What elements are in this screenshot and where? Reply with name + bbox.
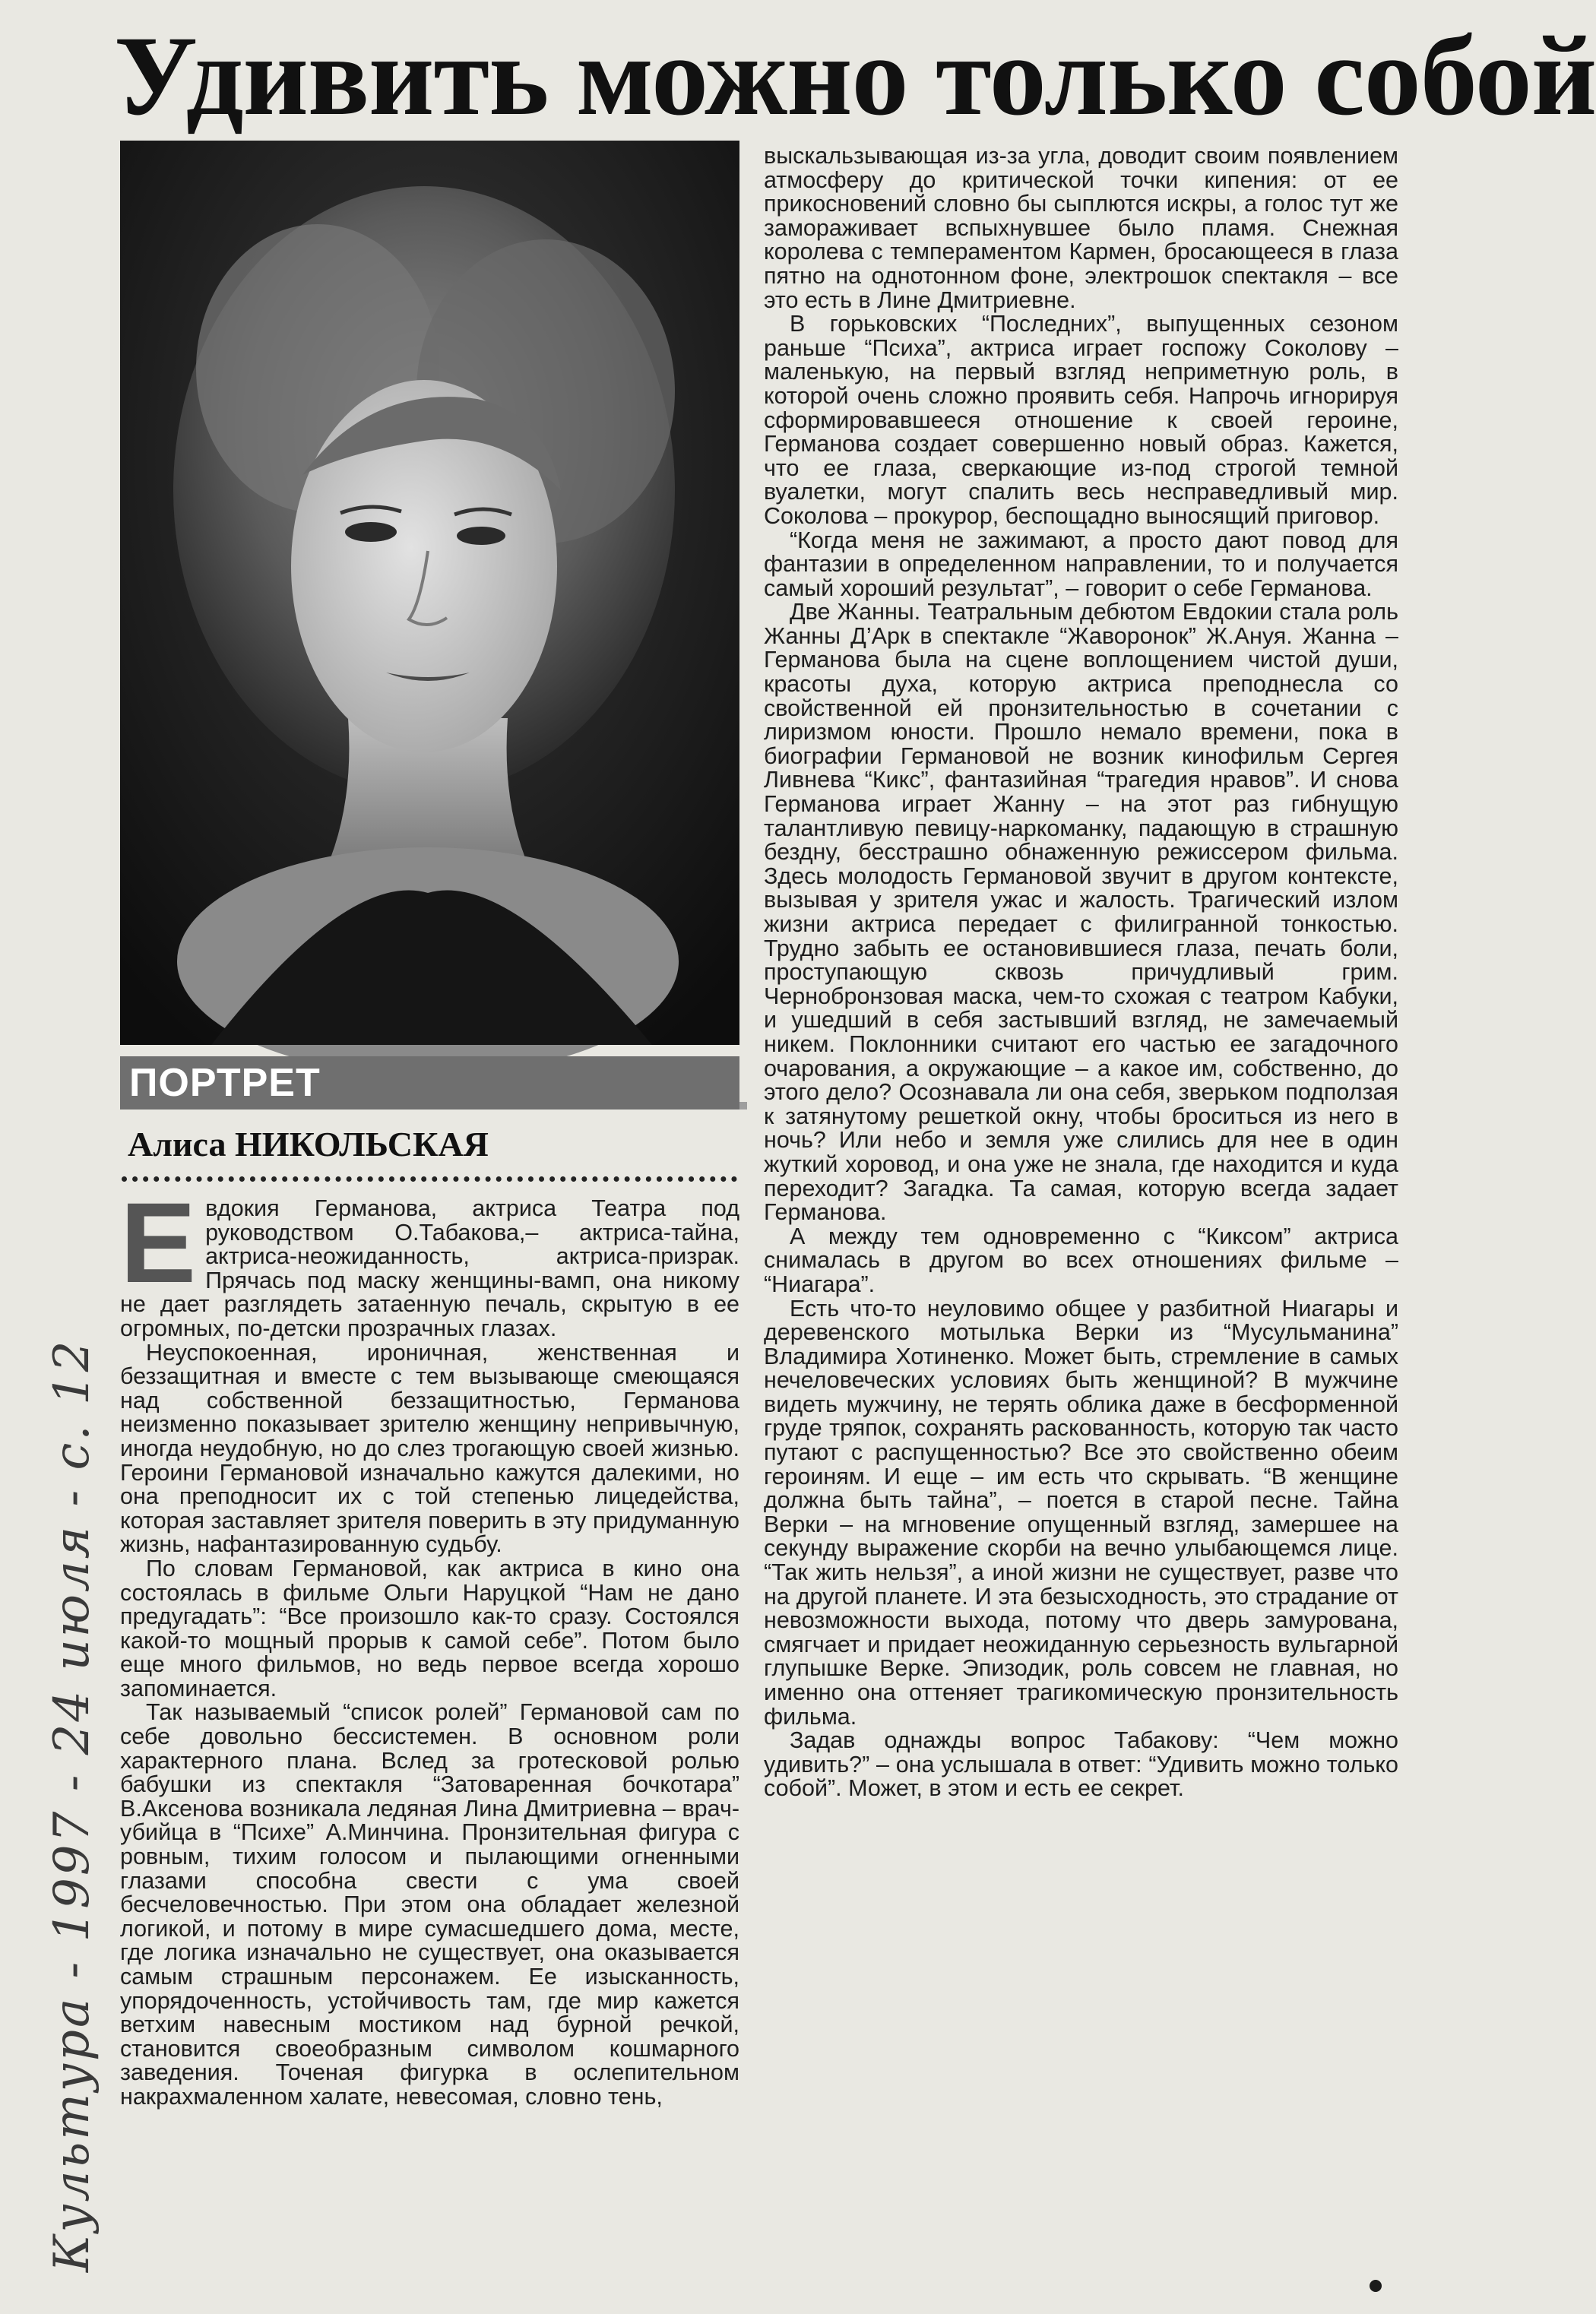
paragraph: А между тем одновременно с “Киксом” актриса снималась в другом во всех отношениях фильме – “Ниагара”. bbox=[764, 1223, 1398, 1297]
rubric-label: ПОРТРЕТ bbox=[129, 1061, 321, 1105]
end-mark bbox=[1370, 2280, 1382, 2292]
drop-cap: Е bbox=[120, 1179, 197, 1306]
paragraph: Так называемый “список ролей” Германовой сам по себе довольно бессистемен. В основном роли характерного плана. Вслед за гротесковой ролью бабушки из спектакля “Затоваренная бочкотара” В.Аксенова возникала ледяная Лина Дмитриевна – врач-убийца в “Психе” А.Минчина. Пронзительная фигура с ровным, тихим голосом и пылающими огненными глазами способна свести с ума своей бесчеловечностью. При этом она обладает железной логикой, и потому в мире сумасшедшего дома, месте, где логика изначально не существует, она оказывается самым страшным персонажем. Ее изысканность, упорядоченность, устойчивость там, где мир кажется ветхим навесным мостиком над бурной речкой, становится своеобразным символом кошмарного заведения. Точеная фигурка в ослепительном накрахмаленном халате, невесомая, словно тень, bbox=[120, 1699, 739, 2110]
headline: Удивить можно только собой bbox=[114, 13, 1596, 139]
dotted-divider bbox=[122, 1176, 737, 1182]
paragraph: “Когда меня не зажимают, а просто дают повод для фантазии в определенном направлении, то и получается самый хороший результат”, – говорит о себе Германова. bbox=[764, 527, 1398, 601]
paragraph: выскальзывающая из-за угла, доводит своим появлением атмосферу до критической точки кипения: от ее прикосновений словно бы сыплются искры, а голос тут же замораживает вспыхнувшее было пламя. Снежная королева с темпераментом Кармен, бросающееся в глаза пятно на однотонном фоне, электрошок спектакля – все это есть в Лине Дмитриевне. bbox=[764, 143, 1398, 313]
handwritten-note: Культура - 1997 - 24 июля - с. 12 bbox=[44, 1338, 100, 2272]
paragraph-text: вдокия Германова, актриса Театра под руководством О.Табакова,– актриса-тайна, актриса-неожиданность, актриса-призрак. Прячась под маску женщины-вамп, она никому не дает разглядеть затаенную печаль, скрытую в ее огромных, по-детски прозрачных глазах. bbox=[120, 1195, 739, 1341]
paragraph: По словам Германовой, как актриса в кино она состоялась в фильме Ольги Наруцкой “Нам не дано предугадать”: “Все произошло как-то сразу. Состоялся какой-то мощный прорыв к самой себе”. Потом было еще много фильмов, но ведь первое всегда хорошо запоминается. bbox=[120, 1555, 739, 1701]
right-column bbox=[764, 144, 1398, 2295]
left-column bbox=[120, 1179, 739, 2291]
paragraph: Задав однажды вопрос Табакову: “Чем можно удивить?” – она услышала в ответ: “Удивить можно только собой”. Может, в этом и есть ее секрет. bbox=[764, 1727, 1398, 1802]
portrait-photo bbox=[120, 141, 739, 1045]
byline: Алиса НИКОЛЬСКАЯ bbox=[128, 1125, 489, 1163]
paragraph bbox=[120, 1179, 739, 1341]
paragraph: Неуспокоенная, ироничная, женственная и беззащитная и вместе с тем вызывающе смеющаяся над собственной беззащитностью, Германова неизменно показывает зрителю женщину непривычную, иногда неудобную, но до слез трогающую своей жизнью. Героини Германовой изначально кажутся далекими, но она преподносит их с той степенью лицедейства, которая заставляет зрителя поверить в эту придуманную жизнь, нафантазированную судьбу. bbox=[120, 1339, 739, 1558]
rubric-bar bbox=[120, 1056, 739, 1110]
paragraph: Две Жанны. Театральным дебютом Евдокии стала роль Жанны Д’Арк в спектакле “Жаворонок” Ж.Ануя. Жанна – Германова была на сцене воплощением чистой души, красоты духа, которую актриса преподнесла со свойственной ей пронзительностью в сочетании с лиризмом юности. Прошло немало времени, пока в биографии Германовой не возник кинофильм Сергея Ливнева “Кикс”, фантазийная “трагедия нравов”. И снова Германова играет Жанну – на этот раз гибнущую талантливую певицу-наркоманку, падающую в страшную бездну, бесстрашно обнаженную режиссером фильма. Здесь молодость Германовой звучит в другом контексте, вызывая у зрителя ужас и жалость. Трагический излом жизни актриса передает с филигранной тонкостью. Трудно забыть ее остановившиеся глаза, печать боли, проступающую сквозь причудливый грим. Чернобронзовая маска, чем-то схожая с театром Кабуки, и ушедший в себя застывший взгляд, не замечаемый никем. Поклонники считают его частью ее загадочного очарования, а окружающие – а какое им, собственно, до этого дело? Осознавала ли она себя, зверьком подползая к затянутому решеткой окну, чтобы броситься из него в ночь? Или небо и земля уже слились для нее в один жуткий хоровод, и она уже не знала, где находится и куда переходит? Загадка. Та самая, которую всегда задает Германова. bbox=[764, 599, 1398, 1226]
paragraph: Есть что-то неуловимо общее у разбитной Ниагары и деревенского мотылька Верки из “Мусульманина” Владимира Хотиненко. Может быть, стремление в самых нечеловеческих условиях быть женщиной? В мужчине видеть мужчину, не терять облика даже в бесформенной груде тряпок, сохранять раскованность, которую так часто путают с распущенностью? Все это свойственно обеим героиням. И еще – им есть что скрывать. “В женщине должна быть тайна”, – поется в старой песне. Тайна Верки – на мгновение опущенный взгляд, замершее на секунду выражение скорби на вечно улыбающемся лице. “Так жить нельзя”, а иной жизни не существует, разве что на другой планете. И эта безысходность, это страдание от невозможности выхода, потому что дверь замурована, смягчает и придает неожиданную серьезность вульгарной глупышке Верке. Эпизодик, роль совсем не главная, но именно она оттеняет трагикомическую пронзительность фильма. bbox=[764, 1295, 1398, 1730]
paragraph: В горьковских “Последних”, выпущенных сезоном раньше “Психа”, актриса играет госпожу Соколову – маленькую, на первый взгляд неприметную роль, в которой очень сложно проявить себя. Напрочь игнорируя сформировавшееся отношение к своей героине, Германова создает совершенно новый образ. Кажется, что ее глаза, сверкающие из-под строгой темной вуалетки, могут спалить весь несправедливый мир. Соколова – прокурор, беспощадно выносящий приговор. bbox=[764, 311, 1398, 529]
